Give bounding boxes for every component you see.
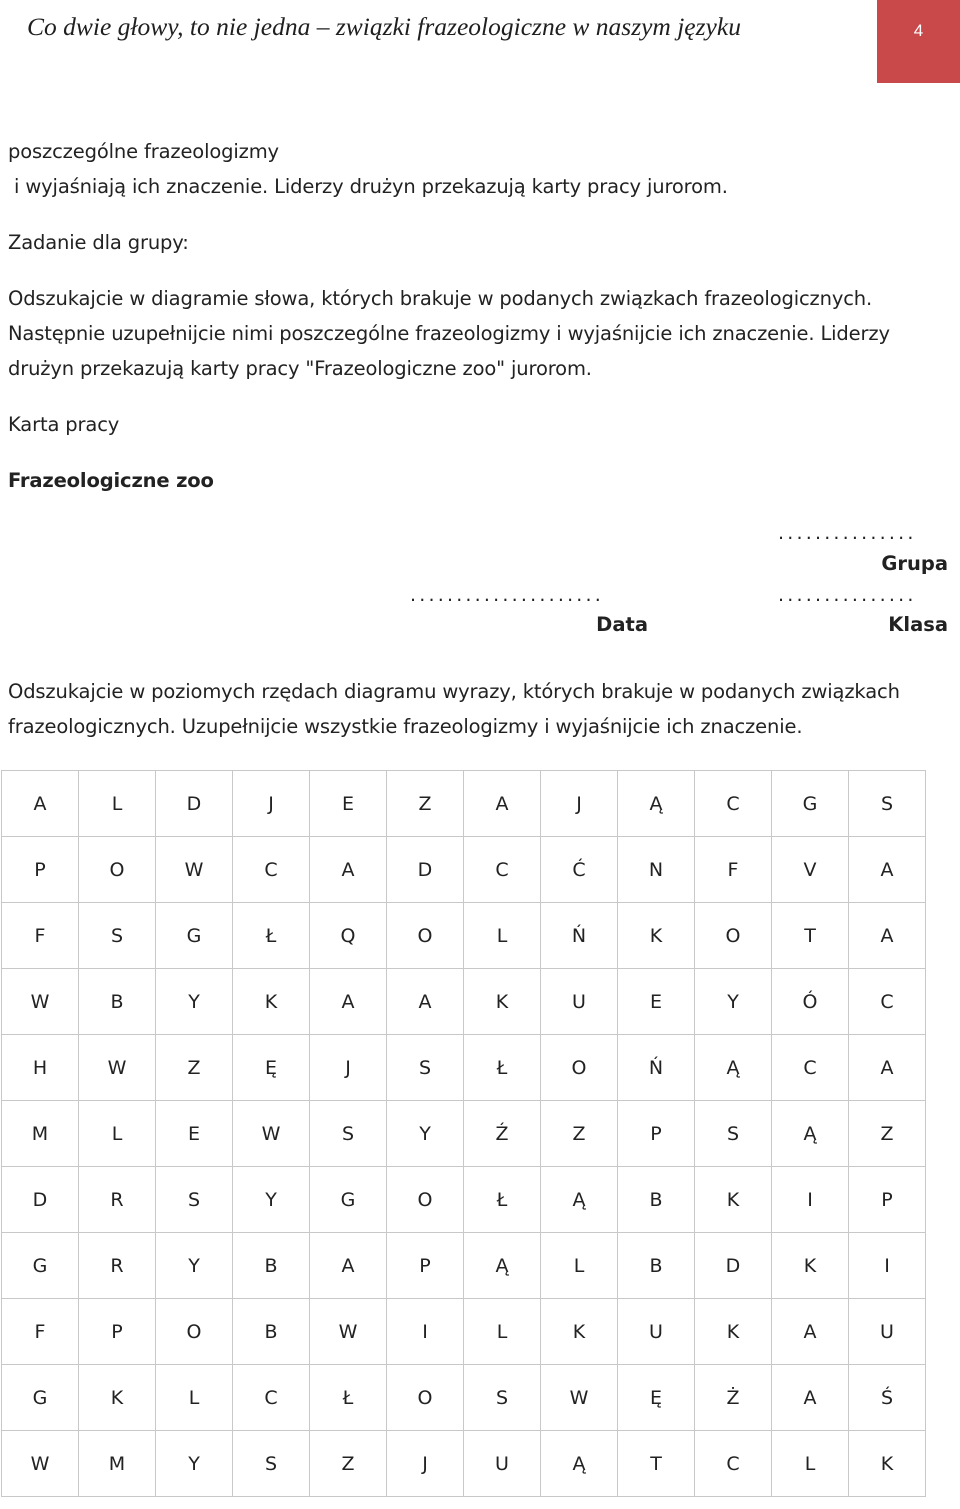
date-dots: ..................... <box>410 584 605 606</box>
grid-cell: L <box>541 1233 618 1299</box>
grid-cell: J <box>541 771 618 837</box>
grid-cell: Ć <box>541 837 618 903</box>
grid-cell: Ę <box>618 1365 695 1431</box>
grid-cell: O <box>387 903 464 969</box>
grid-cell: S <box>387 1035 464 1101</box>
grid-cell: E <box>310 771 387 837</box>
worksheet-title: Frazeologiczne zoo <box>8 469 214 492</box>
grid-row <box>2 903 926 969</box>
grid-cell: A <box>310 837 387 903</box>
grid-cell: C <box>695 1431 772 1497</box>
grid-row <box>2 837 926 903</box>
grid-cell: L <box>79 1101 156 1167</box>
grid-cell: N <box>618 837 695 903</box>
grid-cell: R <box>79 1233 156 1299</box>
grid-cell: B <box>233 1299 310 1365</box>
grid-cell: J <box>387 1431 464 1497</box>
grid-cell: F <box>2 903 79 969</box>
grid-row <box>2 1035 926 1101</box>
grid-cell: W <box>2 1431 79 1497</box>
grid-cell: Ó <box>772 969 849 1035</box>
header-title: Co dwie głowy, to nie jedna – związki frazeologiczne w naszym języku <box>27 12 741 41</box>
grid-cell: O <box>695 903 772 969</box>
grid-cell: L <box>464 903 541 969</box>
grid-cell: Y <box>233 1167 310 1233</box>
grid-cell: Y <box>156 1431 233 1497</box>
grid-cell: D <box>387 837 464 903</box>
grid-cell: O <box>156 1299 233 1365</box>
grid-cell: U <box>541 969 618 1035</box>
grid-cell: Z <box>310 1431 387 1497</box>
grid-cell: Ź <box>464 1101 541 1167</box>
grid-cell: Ł <box>464 1167 541 1233</box>
grid-cell: S <box>849 771 926 837</box>
grid-cell: Ą <box>541 1431 618 1497</box>
grid-cell: K <box>541 1299 618 1365</box>
grid-cell: W <box>233 1101 310 1167</box>
grid-cell: Ń <box>618 1035 695 1101</box>
grid-cell: Y <box>695 969 772 1035</box>
grid-cell: Ń <box>541 903 618 969</box>
grid-cell: S <box>310 1101 387 1167</box>
grid-cell: A <box>849 903 926 969</box>
grid-row <box>2 1233 926 1299</box>
grid-cell: Ł <box>233 903 310 969</box>
grid-row <box>2 969 926 1035</box>
grid-cell: F <box>2 1299 79 1365</box>
grid-cell: P <box>2 837 79 903</box>
group-label: Grupa <box>881 552 948 575</box>
task-text: Odszukajcie w diagramie słowa, których brakuje w podanych związkach frazeologicznych. Następnie uzupełnijcie nimi poszczególne frazeologizmy i wyjaśnijcie ich znaczenie. Liderzy drużyn przekazują karty pracy "Frazeologiczne zoo" jurorom. <box>8 287 890 380</box>
grid-cell: K <box>233 969 310 1035</box>
grid-cell: Ł <box>464 1035 541 1101</box>
grid-cell: P <box>387 1233 464 1299</box>
grid-cell: W <box>541 1365 618 1431</box>
grid-cell: M <box>79 1431 156 1497</box>
grid-cell: Ą <box>772 1101 849 1167</box>
grid-cell: L <box>156 1365 233 1431</box>
grid-cell: Ą <box>541 1167 618 1233</box>
grid-cell: L <box>464 1299 541 1365</box>
grid-cell: G <box>2 1233 79 1299</box>
grid-cell: O <box>387 1365 464 1431</box>
class-label: Klasa <box>888 613 948 636</box>
grid-cell: R <box>79 1167 156 1233</box>
grid-row <box>2 1365 926 1431</box>
grid-cell: A <box>464 771 541 837</box>
task-label: Zadanie dla grupy: <box>8 231 189 254</box>
date-label: Data <box>596 613 648 636</box>
grid-cell: P <box>79 1299 156 1365</box>
grid-cell: G <box>310 1167 387 1233</box>
group-dots: ............... <box>778 522 917 544</box>
grid-cell: C <box>464 837 541 903</box>
grid-cell: Ł <box>310 1365 387 1431</box>
grid-cell: K <box>772 1233 849 1299</box>
grid-cell: K <box>464 969 541 1035</box>
grid-cell: A <box>849 1035 926 1101</box>
grid-cell: Z <box>849 1101 926 1167</box>
grid-row <box>2 1101 926 1167</box>
grid-cell: H <box>2 1035 79 1101</box>
grid-cell: A <box>849 837 926 903</box>
grid-cell: F <box>695 837 772 903</box>
grid-cell: I <box>772 1167 849 1233</box>
grid-cell: B <box>618 1167 695 1233</box>
grid-cell: Ą <box>464 1233 541 1299</box>
grid-cell: Z <box>156 1035 233 1101</box>
grid-cell: Ą <box>618 771 695 837</box>
grid-row <box>2 1431 926 1497</box>
grid-cell: I <box>387 1299 464 1365</box>
grid-cell: C <box>233 1365 310 1431</box>
grid-cell: G <box>2 1365 79 1431</box>
grid-cell: S <box>233 1431 310 1497</box>
grid-cell: G <box>772 771 849 837</box>
worksheet-label: Karta pracy <box>8 413 120 436</box>
grid-cell: W <box>2 969 79 1035</box>
grid-cell: M <box>2 1101 79 1167</box>
grid-cell: K <box>695 1167 772 1233</box>
grid-cell: U <box>618 1299 695 1365</box>
grid-cell: O <box>79 837 156 903</box>
grid-cell: K <box>695 1299 772 1365</box>
grid-cell: D <box>2 1167 79 1233</box>
grid-cell: Y <box>156 1233 233 1299</box>
grid-cell: S <box>156 1167 233 1233</box>
grid-cell: C <box>849 969 926 1035</box>
intro-line-2: i wyjaśniają ich znaczenie. Liderzy drużyn przekazują karty pracy jurorom. <box>8 175 728 198</box>
grid-cell: T <box>772 903 849 969</box>
intro-line-1: poszczególne frazeologizmy <box>8 140 279 163</box>
page-number-badge: 4 <box>877 0 960 83</box>
grid-cell: C <box>233 837 310 903</box>
grid-cell: B <box>233 1233 310 1299</box>
grid-cell: A <box>2 771 79 837</box>
grid-cell: Ę <box>233 1035 310 1101</box>
grid-cell: A <box>772 1299 849 1365</box>
grid-cell: Q <box>310 903 387 969</box>
grid-cell: Ż <box>695 1365 772 1431</box>
grid-cell: E <box>618 969 695 1035</box>
grid-cell: V <box>772 837 849 903</box>
grid-cell: L <box>79 771 156 837</box>
grid-cell: L <box>772 1431 849 1497</box>
grid-cell: A <box>387 969 464 1035</box>
grid-cell: K <box>79 1365 156 1431</box>
grid-cell: A <box>772 1365 849 1431</box>
grid-cell: C <box>695 771 772 837</box>
grid-cell: J <box>233 771 310 837</box>
grid-cell: B <box>618 1233 695 1299</box>
grid-cell: A <box>310 1233 387 1299</box>
grid-cell: U <box>464 1431 541 1497</box>
grid-cell: O <box>541 1035 618 1101</box>
grid-cell: P <box>849 1167 926 1233</box>
grid-row <box>2 1299 926 1365</box>
grid-cell: O <box>387 1167 464 1233</box>
grid-cell: Z <box>387 771 464 837</box>
grid-cell: D <box>156 771 233 837</box>
grid-cell: Y <box>387 1101 464 1167</box>
grid-cell: W <box>156 837 233 903</box>
grid-cell: T <box>618 1431 695 1497</box>
grid-cell: K <box>618 903 695 969</box>
grid-row <box>2 771 926 837</box>
grid-cell: S <box>695 1101 772 1167</box>
grid-cell: W <box>79 1035 156 1101</box>
grid-cell: C <box>772 1035 849 1101</box>
grid-cell: Z <box>541 1101 618 1167</box>
class-dots: ............... <box>778 584 917 606</box>
grid-cell: W <box>310 1299 387 1365</box>
grid-cell: Ś <box>849 1365 926 1431</box>
grid-cell: G <box>156 903 233 969</box>
grid-cell: I <box>849 1233 926 1299</box>
word-search-grid <box>1 770 926 1497</box>
grid-cell: A <box>310 969 387 1035</box>
grid-cell: S <box>79 903 156 969</box>
grid-cell: S <box>464 1365 541 1431</box>
grid-cell: J <box>310 1035 387 1101</box>
instructions: Odszukajcie w poziomych rzędach diagramu wyrazy, których brakuje w podanych związkach frazeologicznych. Uzupełnijcie wszystkie frazeologizmy i wyjaśnijcie ich znaczenie. <box>8 680 900 738</box>
grid-cell: K <box>849 1431 926 1497</box>
grid-cell: Y <box>156 969 233 1035</box>
grid-cell: D <box>695 1233 772 1299</box>
grid-cell: E <box>156 1101 233 1167</box>
grid-cell: U <box>849 1299 926 1365</box>
grid-row <box>2 1167 926 1233</box>
grid-cell: B <box>79 969 156 1035</box>
grid-cell: Ą <box>695 1035 772 1101</box>
grid-cell: P <box>618 1101 695 1167</box>
